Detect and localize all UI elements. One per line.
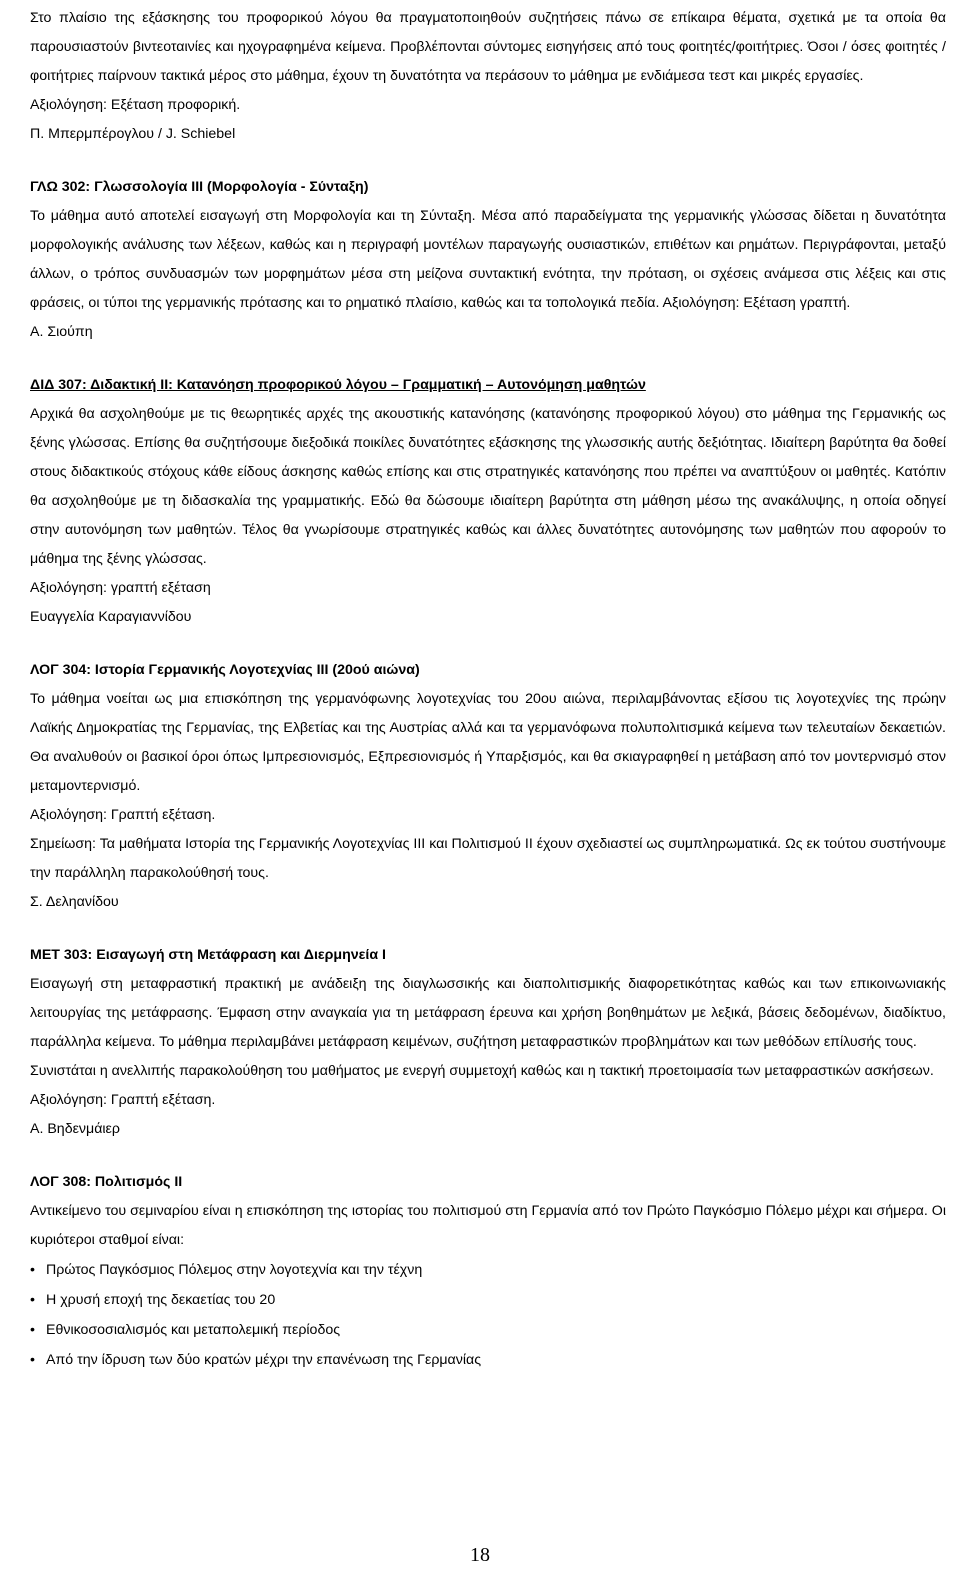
page-number: 18 bbox=[470, 1544, 490, 1566]
list-item-text: Εθνικοσοσιαλισμός και μεταπολεμική περίοδος bbox=[46, 1322, 341, 1338]
list-item bbox=[30, 1315, 946, 1345]
course-instructor-met303: Α. Βηδενμάιερ bbox=[30, 1121, 120, 1137]
course-instructor-log304: Σ. Δεληανίδου bbox=[30, 894, 119, 910]
course-body-log308: Αντικείμενο του σεμιναρίου είναι η επισκόπηση της ιστορίας του πολιτισμού στη Γερμανία από τον Πρώτο Παγκόσμιο Πόλεμο μέχρι και σήμερα. Οι κυριότεροι σταθμοί είναι: bbox=[30, 1203, 946, 1248]
bullet-icon: • bbox=[30, 1352, 35, 1368]
list-item bbox=[30, 1285, 946, 1315]
course-title-glo302: ΓΛΩ 302: Γλωσσολογία ΙΙΙ (Μορφολογία - Σύνταξη) bbox=[30, 179, 369, 195]
course-body2-met303: Συνιστάται η ανελλιπής παρακολούθηση του μαθήματος με ενεργή συμμετοχή καθώς και η τακτική προετοιμασία των μεταφραστικών ασκήσεων. bbox=[30, 1063, 934, 1079]
list-item bbox=[30, 1345, 946, 1375]
list-item-text: Η χρυσή εποχή της δεκαετίας του 20 bbox=[46, 1292, 276, 1308]
course-body-glo302: Το μάθημα αυτό αποτελεί εισαγωγή στη Μορφολογία και τη Σύνταξη. Μέσα από παραδείγματα της γερμανικής γλώσσας δίδεται η δυνατότητα μορφολογικής ανάλυσης των λέξεων, καθώς και η περιγραφή μοντέλων παραγωγής ουσιαστικών, επιθέτων και ρημάτων. Περιγράφονται, μεταξύ άλλων, ο τρόπος συνδυασμών των μορφημάτων μέσα στη μείζονα συντακτική ενότητα, την πρόταση, οι σχέσεις ανάμεσα στις λέξεις και στις φράσεις, οι τύποι της γερμανικής πρότασης και το ρηματικό πλαίσιο, καθώς και τα τοπολογικά πεδία. Αξιολόγηση: Εξέταση γραπτή. bbox=[30, 208, 946, 311]
intro-assessment: Αξιολόγηση: Εξέταση προφορική. bbox=[30, 97, 241, 113]
course-title-did307: ΔΙΔ 307: Διδακτική ΙΙ: Κατανόηση προφορικού λόγου – Γραμματική – Αυτονόμηση μαθητών bbox=[30, 377, 646, 393]
document-page bbox=[30, 4, 946, 1375]
course-title-log308: ΛΟΓ 308: Πολιτισμός ΙΙ bbox=[30, 1174, 183, 1190]
intro-instructor: Π. Μπερμπέρογλου / J. Schiebel bbox=[30, 126, 236, 142]
course-body-did307: Αρχικά θα ασχοληθούμε με τις θεωρητικές αρχές της ακουστικής κατανόησης (κατανόησης προφορικού λόγου) στο μάθημα της Γερμανικής ως ξένης γλώσσας. Επίσης θα συζητήσουμε διεξοδικά ποικίλες δυνατότητες εξάσκησης της γλωσσικής αυτής δεξιότητας. Ιδιαίτερη βαρύτητα θα δοθεί στους διδακτικούς στόχους κάθε είδους άσκησης καθώς επίσης και στις στρατηγικές κατανόησης που πρέπει να αναπτύξουν οι μαθητές. Κατόπιν θα ασχοληθούμε με τη διδασκαλία της γραμματικής. Εδώ θα δώσουμε ιδιαίτερη βαρύτητα στη μάθηση μέσω της ανακάλυψης, η οποία οδηγεί στην αυτονόμηση των μαθητών. Τέλος θα γνωρίσουμε στρατηγικές καθώς και άλλες δυνατότητες αυτονόμησης των μαθητών που αφορούν το μάθημα της ξένης γλώσσας. bbox=[30, 406, 946, 567]
course-note-log304: Σημείωση: Τα μαθήματα Ιστορία της Γερμανικής Λογοτεχνίας ΙΙΙ και Πολιτισμού ΙΙ έχουν σχεδιαστεί ως συμπληρωματικά. Ως εκ τούτου συστήνουμε την παράλληλη παρακολούθησή τους. bbox=[30, 836, 946, 881]
list-item bbox=[30, 1255, 946, 1285]
course-body-met303: Εισαγωγή στη μεταφραστική πρακτική με ανάδειξη της διαγλωσσικής και διαπολιτισμικής διαφορετικότητας καθώς και των επικοινωνιακής λειτουργίας της μετάφρασης. Έμφαση στην αναγκαία για τη μετάφραση έρευνα και χρήση βοηθημάτων με λεξικά, βάσεις δεδομένων, διαδίκτυο, παράλληλα κείμενα. Το μάθημα περιλαμβάνει μετάφραση κειμένων, συζήτηση μεταφραστικών προβλημάτων και των μεθόδων επίλυσής τους. bbox=[30, 976, 946, 1050]
course-title-met303: ΜΕΤ 303: Εισαγωγή στη Μετάφραση και Διερμηνεία Ι bbox=[30, 947, 386, 963]
course-assessment-did307: Αξιολόγηση: γραπτή εξέταση bbox=[30, 580, 211, 596]
bullet-icon: • bbox=[30, 1292, 35, 1308]
course-assessment-met303: Αξιολόγηση: Γραπτή εξέταση. bbox=[30, 1092, 216, 1108]
course-title-log304: ΛΟΓ 304: Ιστορία Γερμανικής Λογοτεχνίας ΙΙΙ (20ού αιώνα) bbox=[30, 662, 420, 678]
course-bullets-log308 bbox=[30, 1255, 946, 1375]
course-body-log304: Το μάθημα νοείται ως μια επισκόπηση της γερμανόφωνης λογοτεχνίας του 20ου αιώνα, περιλαμβάνοντας εξίσου τις λογοτεχνίες της πρώην Λαϊκής Δημοκρατίας της Γερμανίας, της Ελβετίας και της Αυστρίας αλλά και τα γερμανόφωνα πολυπολιτισμικά κείμενα των τελευταίων δεκαετιών. Θα αναλυθούν οι βασικοί όροι όπως Ιμπρεσιονισμός, Εξπρεσιονισμός ή Υπαρξισμός, και θα σκιαγραφηθεί η μετάβαση από τον μοντερνισμό στον μεταμοντερνισμό. bbox=[30, 691, 946, 794]
course-assessment-log304: Αξιολόγηση: Γραπτή εξέταση. bbox=[30, 807, 216, 823]
course-instructor-did307: Ευαγγελία Καραγιαννίδου bbox=[30, 609, 192, 625]
bullet-icon: • bbox=[30, 1262, 35, 1278]
course-instructor-glo302: Α. Σιούπη bbox=[30, 324, 93, 340]
list-item-text: Από την ίδρυση των δύο κρατών μέχρι την επανένωση της Γερμανίας bbox=[46, 1352, 482, 1368]
intro-paragraph: Στο πλαίσιο της εξάσκησης του προφορικού λόγου θα πραγματοποιηθούν συζητήσεις πάνω σε επίκαιρα θέματα, σχετικά με τα οποία θα παρουσιαστούν βιντεοταινίες και ηχογραφημένα κείμενα. Προβλέπονται σύντομες εισηγήσεις από τους φοιτητές/φοιτήτριες. Όσοι / όσες φοιτητές / φοιτήτριες παίρνουν τακτικά μέρος στο μάθημα, έχουν τη δυνατότητα να περάσουν το μάθημα με ενδιάμεσα τεστ και μικρές εργασίες. bbox=[30, 10, 946, 84]
bullet-icon: • bbox=[30, 1322, 35, 1338]
list-item-text: Πρώτος Παγκόσμιος Πόλεμος στην λογοτεχνία και την τέχνη bbox=[46, 1262, 423, 1278]
